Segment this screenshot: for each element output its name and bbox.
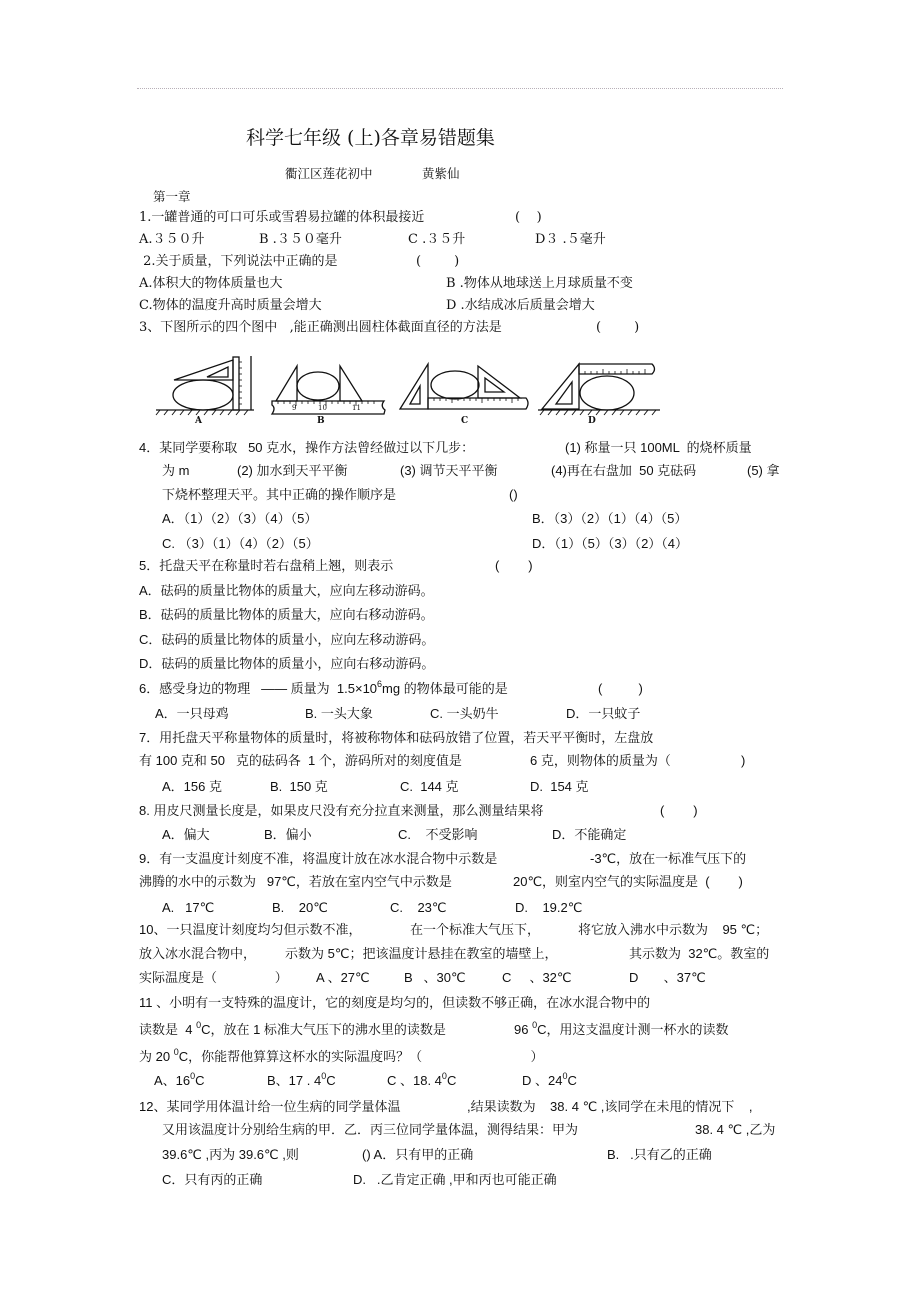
question-line: 将它放入沸水中示数为 95 ℃；	[578, 922, 769, 937]
school-name: 衢江区莲花初中	[285, 166, 373, 181]
option-b: B. 150 克	[270, 779, 328, 794]
option-d: D. .乙肯定正确 ,甲和丙也可能正确	[353, 1172, 557, 1187]
answer-blank: ( )	[515, 210, 542, 225]
option-b: B．砝码的质量比物体的质量大，应向右移动游码。	[139, 607, 434, 622]
ruler-tick-11: 11	[352, 404, 361, 412]
panel-label-b: B	[317, 416, 325, 426]
option-b: B．（3）（2）（1）（4）（5）	[532, 511, 688, 526]
question-line: ,结果读数为 38. 4 ℃ ,该同学在未甩的情况下 ,	[467, 1099, 753, 1114]
option-b: B．偏小	[264, 827, 312, 842]
option-d: D．砝码的质量比物体的质量小，应向右移动游码。	[139, 656, 435, 671]
question-line: (4)再在右盘加 50 克砝码	[551, 463, 697, 478]
question-line: 6 克，则物体的质量为（	[530, 753, 671, 768]
option-c: C. 23℃	[390, 900, 447, 915]
question-line: 7．用托盘天平称量物体的质量时，将被称物体和砝码放错了位置，若天平平衡时，左盘放	[139, 730, 654, 745]
option-b: B .３５０毫升	[259, 232, 342, 247]
option-a: A. 17℃	[162, 900, 215, 915]
panel-label-a: A	[195, 416, 202, 426]
option-d: D. 154 克	[530, 779, 589, 794]
panel-label-d: D	[588, 416, 596, 426]
option-b: B、17 . $4^0C$	[267, 1071, 336, 1088]
option-d: D. 19.2℃	[515, 900, 583, 915]
option-d: D 、$24^0C$	[522, 1071, 577, 1088]
panel-d-diagram	[538, 364, 660, 415]
question-line: 又用该温度计分别给生病的甲．乙．丙三位同学量体温，测得结果：甲为	[162, 1122, 579, 1137]
question-line: 39.6℃ ,丙为 39.6℃ ,则	[162, 1147, 299, 1162]
option-a: A.体积大的物体质量也大	[139, 276, 283, 291]
option-a: A．偏大	[162, 827, 210, 842]
option-c: C .３５升	[408, 232, 466, 247]
question-line: 11 、小明有一支特殊的温度计，它的刻度是均匀的，但读数不够正确，在冰水混合物中的	[139, 995, 651, 1010]
option-a: A．砝码的质量比物体的质量大，应向左移动游码。	[139, 583, 434, 598]
question-line: 下烧杯整理天平。其中正确的操作顺序是	[162, 487, 397, 502]
option-a: A．156 克	[162, 779, 222, 794]
option-d: D．（1）（5）（3）（2）（4）	[532, 536, 689, 551]
option-b: B 、30℃	[404, 970, 466, 985]
question-line: 沸腾的水中的示数为 97℃，若放在室内空气中示数是	[139, 874, 452, 889]
panel-label-c: C	[461, 416, 469, 426]
question-stem: 3、下图所示的四个图中 ,能正确测出圆柱体截面直径的方法是	[139, 320, 502, 335]
author-name: 黄紫仙	[422, 166, 460, 181]
answer-blank: ()	[509, 487, 518, 502]
option-d: D．一只蚊子	[566, 706, 641, 721]
option-a: A.３５０升	[139, 232, 205, 247]
question-line: 4．某同学要称取 50 克水，操作方法曾经做过以下几步：	[139, 440, 475, 455]
question-line: 38. 4 ℃ ,乙为	[695, 1122, 776, 1137]
question-line: 10、一只温度计刻度均匀但示数不准，	[139, 922, 362, 937]
answer-blank: ( )	[495, 558, 533, 573]
panel-a-diagram	[156, 356, 254, 415]
panel-c-diagram	[400, 364, 528, 409]
option-c: C. 一头奶牛	[430, 706, 499, 721]
question-line: 其示数为 32℃。教室的	[629, 946, 770, 961]
option-d: D .水结成冰后质量会增大	[446, 298, 595, 313]
answer-blank: ( )	[660, 803, 698, 818]
question-stem: 2.关于质量，下列说法中正确的是	[139, 254, 338, 269]
question-line: (2) 加水到天平平衡	[237, 463, 348, 478]
question-line: 9．有一支温度计刻度不准，将温度计放在冰水混合物中示数是	[139, 851, 498, 866]
option-a: A．一只母鸡	[155, 706, 229, 721]
option-a: A、$16^0C$	[154, 1071, 205, 1088]
option-b: B. .只有乙的正确	[607, 1147, 712, 1162]
question-line: 在一个标准大气压下，	[410, 922, 541, 937]
question-line: 示数为 5℃；把该温度计悬挂在教室的墙壁上，	[285, 946, 558, 961]
option-c: C 、32℃	[502, 970, 572, 985]
question-line: 12、某同学用体温计给一位生病的同学量体温	[139, 1099, 401, 1114]
option-c: C. （3）（1）（4）（2）（5）	[162, 536, 319, 551]
header-rule	[137, 88, 783, 89]
question-stem: 1.一罐普通的可口可乐或雪碧易拉罐的体积最接近	[139, 210, 425, 225]
option-b: B. 20℃	[272, 900, 328, 915]
option-b: B. 一头大象	[305, 706, 373, 721]
question-stem: 5．托盘天平在称量时若右盘稍上翘，则表示	[139, 558, 394, 573]
answer-blank: ( )	[598, 681, 643, 696]
answer-blank: ( )	[596, 320, 640, 335]
question-line: (5) 拿	[747, 463, 780, 478]
question-line: 为 m	[162, 463, 190, 478]
panel-b-diagram	[272, 366, 385, 414]
question-line: (3) 调节天平平衡	[400, 463, 498, 478]
question-line: 20℃，则室内空气的实际温度是 ( )	[513, 874, 743, 889]
question-line: -3℃，放在一标准气压下的	[590, 851, 747, 866]
option-b: B .物体从地球送上月球质量不变	[446, 276, 633, 291]
question-line: 实际温度是（ ）	[139, 970, 288, 985]
option-c: C. 不受影响	[398, 827, 478, 842]
option-c: C.物体的温度升高时质量会增大	[139, 298, 322, 313]
option-c: C. 144 克	[400, 779, 459, 794]
question-line: 为 20 $^0$C，你能帮他算算这杯水的实际温度吗？（ ）	[139, 1047, 544, 1064]
option-d: D 、37℃	[629, 970, 706, 985]
option-a: A 、27℃	[316, 970, 370, 985]
answer-blank: )	[741, 753, 746, 768]
question-line: 读数是 4 $^0$C，放在 1 标准大气压下的沸水里的读数是	[139, 1020, 446, 1037]
ruler-tick-10: 10	[318, 404, 327, 412]
chapter-heading: 第一章	[153, 189, 191, 204]
question-line: (1) 称量一只 100ML 的烧杯质量	[565, 440, 752, 455]
question-line: 有 100 克和 50 克的砝码各 1 个，游码所对的刻度值是	[139, 753, 462, 768]
option-c: C 、18. $4^0C$	[387, 1071, 457, 1088]
option-a: () A．只有甲的正确	[362, 1147, 474, 1162]
question-line: 放入冰水混合物中，	[139, 946, 257, 961]
option-c: C．只有丙的正确	[162, 1172, 263, 1187]
measurement-figure	[152, 352, 672, 428]
option-d: D．不能确定	[552, 827, 627, 842]
option-a: A．（1）（2）（3）（4）（5）	[162, 511, 318, 526]
question-line: 96 $^0$C，用这支温度计测一杯水的读数	[514, 1020, 729, 1037]
question-stem: 6．感受身边的物理 —— 质量为 $1.5\times 10^6mg$ 的物体最可能的是	[139, 679, 508, 696]
answer-blank: ( )	[416, 254, 460, 269]
option-d: D３ .５毫升	[535, 232, 606, 247]
option-c: C．砝码的质量比物体的质量小，应向左移动游码。	[139, 632, 435, 647]
question-stem: 8. 用皮尺测量长度是，如果皮尺没有充分拉直来测量，那么测量结果将	[139, 803, 544, 818]
ruler-tick-9: 9	[292, 404, 297, 412]
document-title: 科学七年级 (上)各章易错题集	[246, 127, 495, 149]
